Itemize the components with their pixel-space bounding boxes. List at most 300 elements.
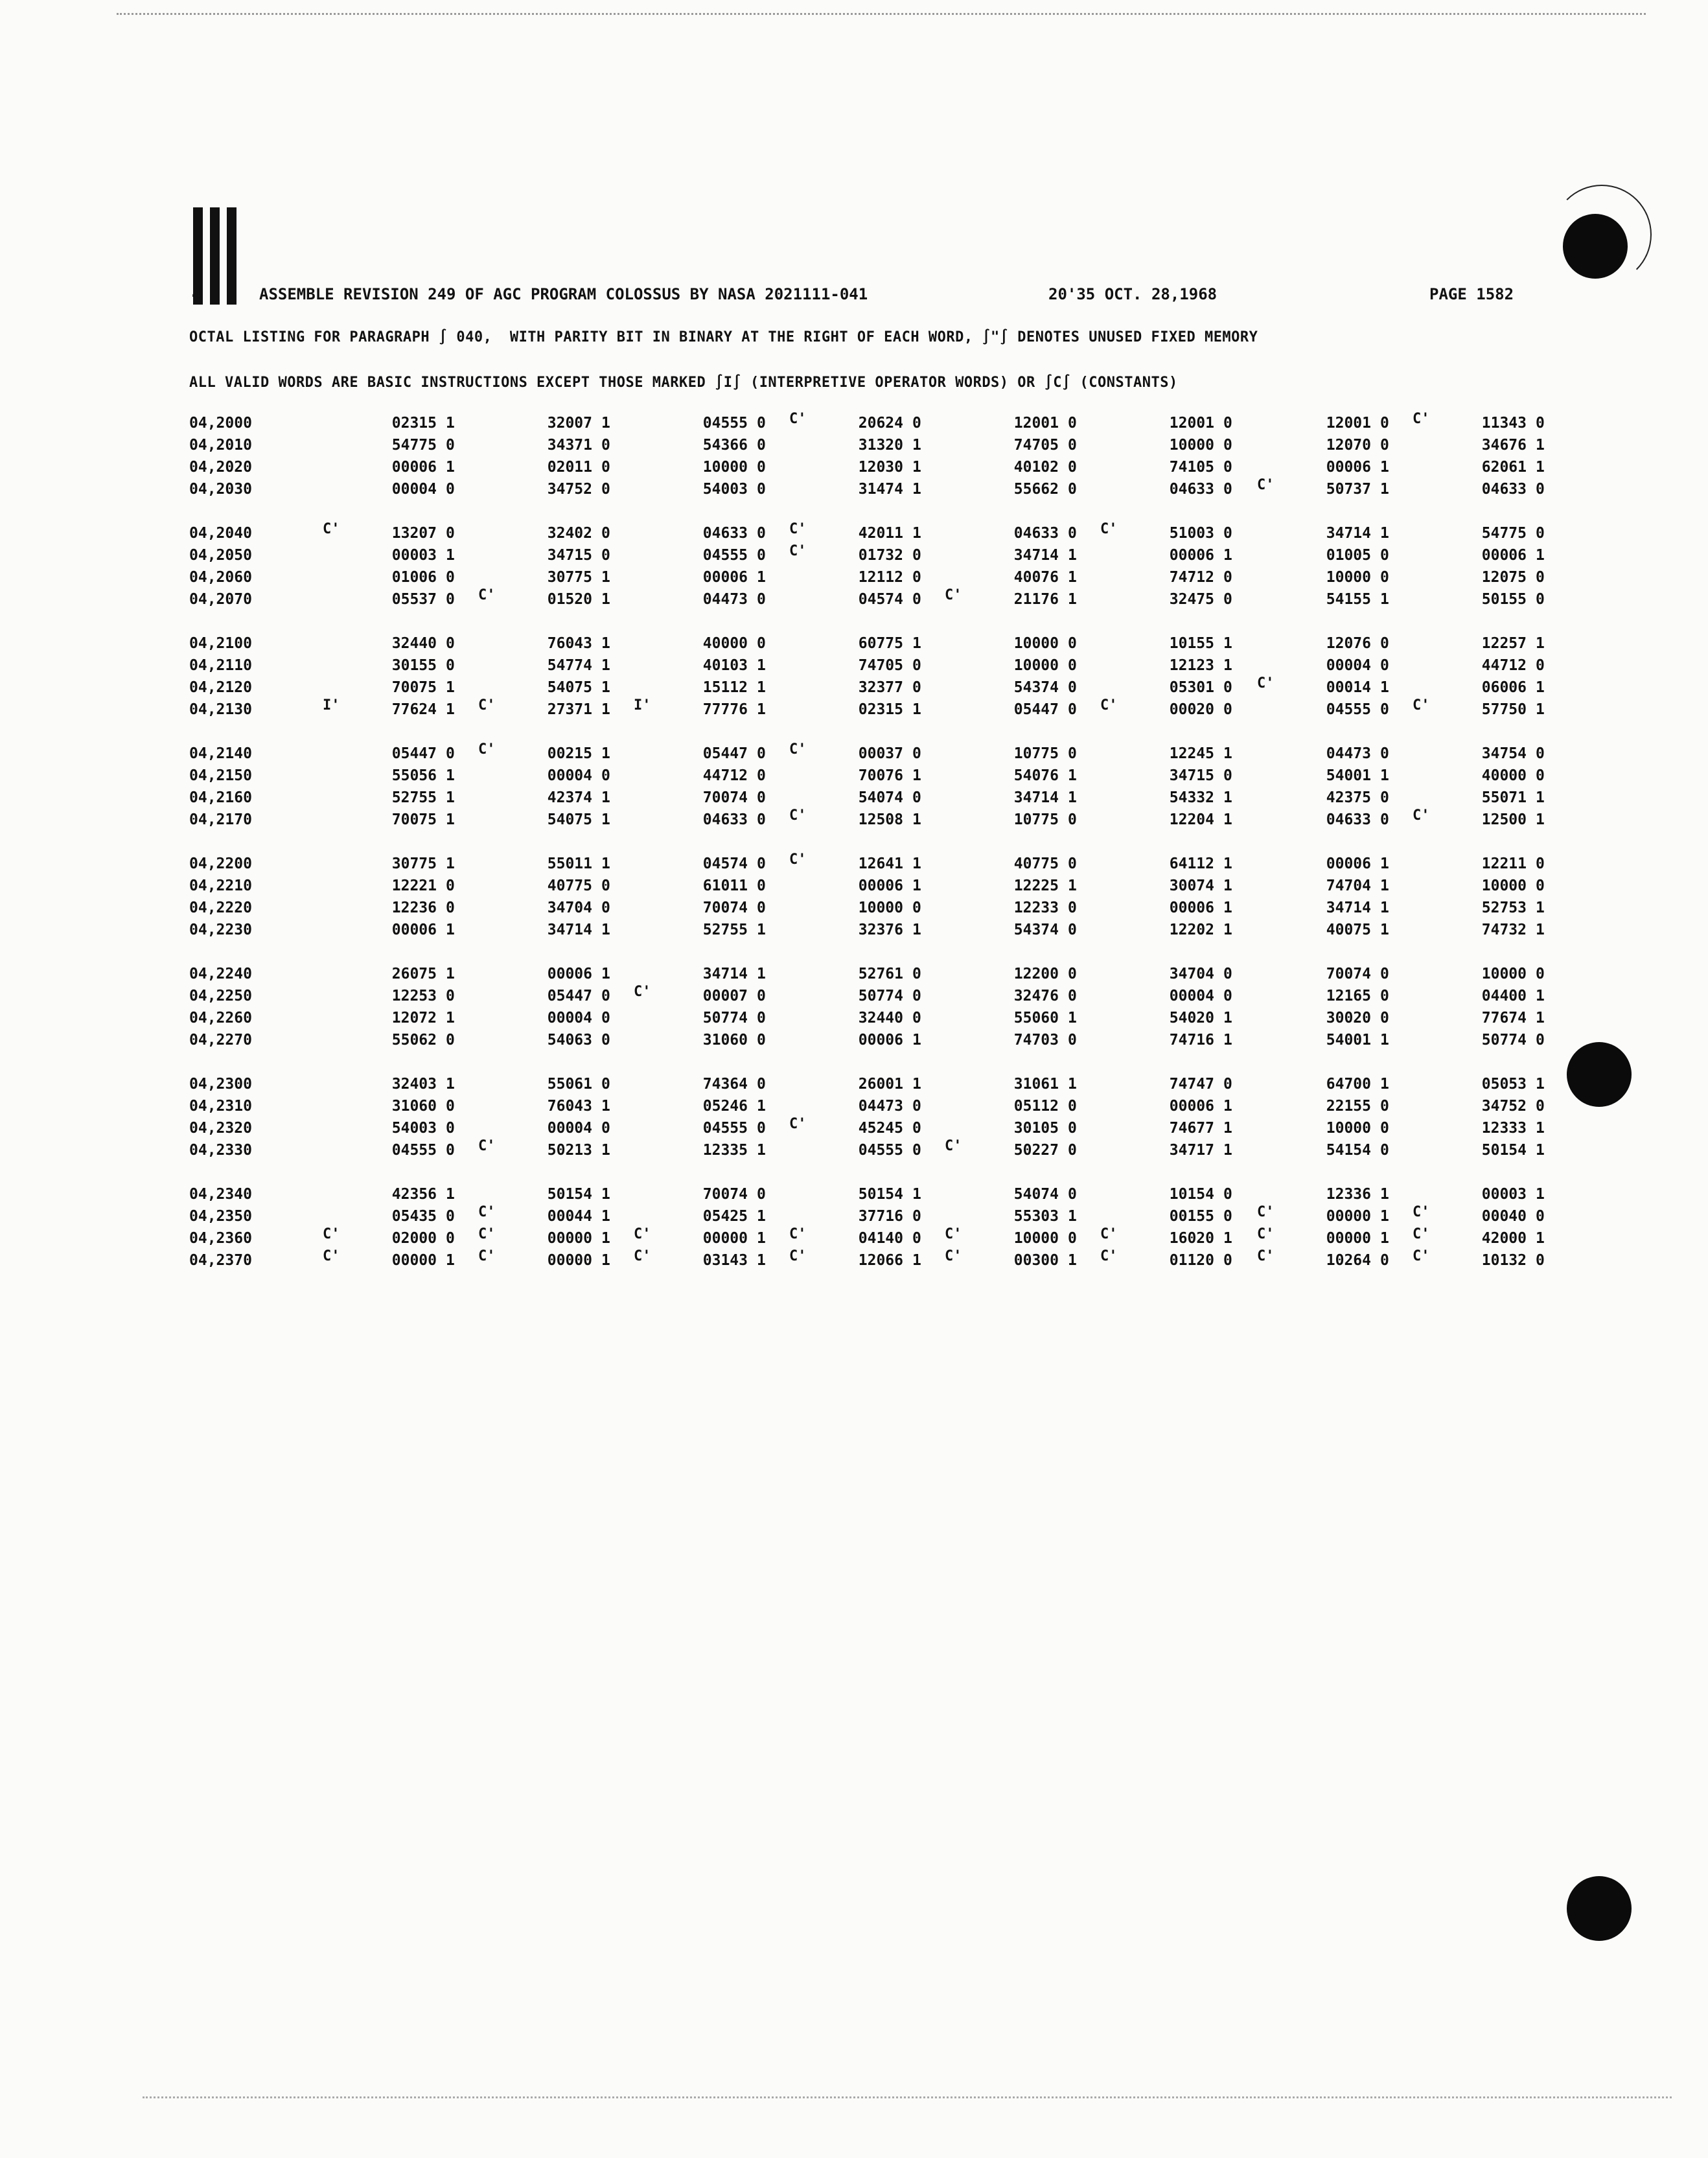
parity-bit: 0 [757,988,766,1004]
octal-word: 50154 [1481,1142,1527,1159]
word-type-flag: C' [634,1248,651,1264]
parity-bit: 0 [1380,415,1389,432]
parity-bit: 1 [446,1186,455,1203]
parity-bit: 1 [912,922,921,938]
octal-word: 42375 [1326,789,1371,806]
parity-bit: 1 [912,877,921,894]
parity-bit: 1 [1068,591,1077,608]
parity-bit: 0 [757,767,766,784]
parity-bit: 0 [1068,635,1077,652]
octal-word: 04633 [1169,481,1214,498]
octal-word: 40000 [702,635,748,652]
octal-word: 34714 [1326,525,1371,542]
parity-bit: 1 [1380,1186,1389,1203]
word-type-flag: I' [323,697,340,714]
parity-bit: 0 [757,877,766,894]
parity-bit: 1 [446,459,455,476]
table-row [0,569,1708,591]
octal-word: 31320 [858,437,903,454]
header-line-1 [0,285,1708,311]
octal-word: 34715 [1169,767,1214,784]
octal-word: 50774 [1481,1032,1527,1049]
parity-bit: 0 [1223,966,1232,982]
parity-bit: 1 [446,415,455,432]
octal-word: 12123 [1169,657,1214,674]
octal-word: 12066 [858,1252,903,1269]
octal-word: 00004 [547,767,592,784]
parity-bit: 0 [601,988,610,1004]
table-row [0,1138,1708,1164]
octal-word: 51003 [1169,525,1214,542]
punch-hole-bottom [1567,1876,1632,1941]
parity-bit: 0 [757,1032,766,1049]
octal-word: 54374 [1013,922,1059,938]
parity-bit: 0 [912,789,921,806]
parity-bit: 1 [1223,635,1232,652]
parity-bit: 0 [601,1010,610,1027]
parity-bit: 0 [601,767,610,784]
parity-bit: 0 [1536,1098,1545,1115]
octal-word: 54074 [1013,1186,1059,1203]
octal-word: 54076 [1013,767,1059,784]
parity-bit: 0 [912,899,921,916]
parity-bit: 1 [601,745,610,762]
parity-bit: 0 [1380,966,1389,982]
octal-word: 54374 [1013,679,1059,696]
parity-bit: 1 [912,1186,921,1203]
parity-bit: 0 [912,1010,921,1027]
parity-bit: 0 [1068,1186,1077,1203]
parity-bit: 0 [1380,1142,1389,1159]
octal-word: 42356 [391,1186,437,1203]
parity-bit: 1 [446,701,455,718]
octal-word: 70076 [858,767,903,784]
octal-word: 10000 [858,899,903,916]
parity-bit: 0 [1380,745,1389,762]
parity-bit: 0 [1068,1098,1077,1115]
octal-word: 61011 [702,877,748,894]
page-number: PAGE 1582 [1429,285,1514,303]
octal-word: 74677 [1169,1120,1214,1137]
octal-word: 10000 [1326,1120,1371,1137]
parity-bit: 0 [757,811,766,828]
row-address: 04,2150 [189,767,252,784]
word-type-flag: C' [789,807,807,824]
octal-word: 10154 [1169,1186,1214,1203]
parity-bit: 1 [912,1252,921,1269]
address-group [0,521,1708,635]
table-row [0,1032,1708,1054]
parity-bit: 1 [446,547,455,564]
octal-word: 54063 [547,1032,592,1049]
octal-word: 55011 [547,855,592,872]
parity-bit: 0 [446,899,455,916]
octal-word: 12200 [1013,966,1059,982]
parity-bit: 1 [601,1252,610,1269]
octal-word: 34714 [702,966,748,982]
octal-listing-table [0,411,1708,1296]
octal-word: 31060 [702,1032,748,1049]
row-address: 04,2100 [189,635,252,652]
octal-word: 04633 [1326,811,1371,828]
octal-word: 12001 [1326,415,1371,432]
octal-word: 04140 [858,1230,903,1247]
octal-word: 11343 [1481,415,1527,432]
parity-bit: 1 [1536,1076,1545,1093]
parity-bit: 1 [912,635,921,652]
octal-word: 44712 [1481,657,1527,674]
octal-word: 00006 [1169,547,1214,564]
octal-word: 40775 [1013,855,1059,872]
parity-bit: 0 [446,988,455,1004]
parity-bit: 1 [1223,899,1232,916]
octal-word: 54154 [1326,1142,1371,1159]
octal-word: 70075 [391,679,437,696]
table-row [0,966,1708,988]
octal-word: 55061 [547,1076,592,1093]
table-row [0,437,1708,459]
octal-word: 20624 [858,415,903,432]
word-type-flag: C' [1413,411,1430,427]
octal-word: 60775 [858,635,903,652]
parity-bit: 0 [1380,811,1389,828]
parity-bit: 0 [912,1230,921,1247]
octal-word: 54075 [547,679,592,696]
parity-bit: 1 [1068,569,1077,586]
parity-bit: 0 [1380,1010,1389,1027]
word-type-flag: C' [945,1138,962,1154]
parity-bit: 0 [601,1120,610,1137]
octal-word: 12204 [1169,811,1214,828]
parity-bit: 1 [1536,1230,1545,1247]
row-address: 04,2360 [189,1230,252,1247]
octal-word: 12072 [391,1010,437,1027]
parity-bit: 0 [757,789,766,806]
word-type-flag: C' [1257,477,1275,493]
octal-word: 26001 [858,1076,903,1093]
parity-bit: 0 [1068,922,1077,938]
octal-word: 27371 [547,701,592,718]
parity-bit: 0 [1536,415,1545,432]
octal-word: 12001 [1013,415,1059,432]
octal-word: 57750 [1481,701,1527,718]
octal-word: 31474 [858,481,903,498]
octal-word: 10000 [1326,569,1371,586]
octal-word: 42000 [1481,1230,1527,1247]
octal-word: 10775 [1013,811,1059,828]
octal-word: 76043 [547,1098,592,1115]
octal-word: 40000 [1481,767,1527,784]
octal-word: 70074 [1326,966,1371,982]
octal-word: 01520 [547,591,592,608]
octal-word: 77624 [391,701,437,718]
octal-word: 00006 [1326,855,1371,872]
octal-word: 70074 [702,1186,748,1203]
octal-word: 04473 [1326,745,1371,762]
parity-bit: 0 [601,481,610,498]
word-type-flag: C' [478,1204,496,1220]
octal-word: 00014 [1326,679,1371,696]
parity-bit: 1 [1380,1208,1389,1225]
table-row [0,789,1708,811]
parity-bit: 0 [1223,569,1232,586]
parity-bit: 1 [446,789,455,806]
octal-word: 32377 [858,679,903,696]
parity-bit: 1 [601,635,610,652]
octal-word: 02000 [391,1230,437,1247]
parity-bit: 1 [1068,877,1077,894]
parity-bit: 0 [1536,745,1545,762]
octal-word: 76043 [547,635,592,652]
octal-word: 10000 [1481,966,1527,982]
octal-word: 50774 [858,988,903,1004]
address-group [0,411,1708,525]
word-type-flag: C' [323,521,340,537]
octal-word: 01006 [391,569,437,586]
octal-word: 74703 [1013,1032,1059,1049]
octal-word: 50154 [547,1186,592,1203]
octal-word: 74747 [1169,1076,1214,1093]
octal-word: 40076 [1013,569,1059,586]
parity-bit: 0 [912,1098,921,1115]
octal-word: 04555 [702,547,748,564]
parity-bit: 1 [601,1186,610,1203]
row-address: 04,2230 [189,922,252,938]
parity-bit: 1 [601,855,610,872]
octal-word: 00006 [1481,547,1527,564]
octal-word: 10000 [1169,437,1214,454]
row-address: 04,2050 [189,547,252,564]
parity-bit: 1 [1536,679,1545,696]
parity-bit: 1 [601,789,610,806]
parity-bit: 0 [912,988,921,1004]
octal-word: 12336 [1326,1186,1371,1203]
parity-bit: 1 [1536,1186,1545,1203]
parity-bit: 0 [1068,811,1077,828]
word-type-flag: C' [1257,1204,1275,1220]
parity-bit: 0 [912,547,921,564]
parity-bit: 1 [1536,1010,1545,1027]
octal-word: 54075 [547,811,592,828]
parity-bit: 0 [1380,988,1389,1004]
parity-bit: 0 [912,966,921,982]
parity-bit: 1 [446,767,455,784]
octal-word: 00000 [1326,1208,1371,1225]
row-address: 04,2340 [189,1186,252,1203]
octal-word: 12202 [1169,922,1214,938]
parity-bit: 1 [1380,459,1389,476]
address-group [0,1076,1708,1186]
octal-word: 31060 [391,1098,437,1115]
octal-word: 30775 [391,855,437,872]
octal-word: 54001 [1326,767,1371,784]
word-type-flag: C' [323,1226,340,1242]
word-type-flag: C' [634,1226,651,1242]
parity-bit: 1 [757,1208,766,1225]
parity-bit: 1 [446,1252,455,1269]
parity-bit: 1 [446,1010,455,1027]
octal-word: 34714 [1013,547,1059,564]
header-line-3: ALL VALID WORDS ARE BASIC INSTRUCTIONS EXCEPT THOSE MARKED ∫I∫ (INTERPRETIVE OPERATOR WORDS) OR ∫C∫ (CONSTANTS) [189,375,1178,391]
octal-word: 74716 [1169,1032,1214,1049]
parity-bit: 0 [601,459,610,476]
parity-bit: 0 [1223,1186,1232,1203]
table-row [0,922,1708,944]
octal-word: 50227 [1013,1142,1059,1159]
parity-bit: 0 [1536,525,1545,542]
octal-word: 00300 [1013,1252,1059,1269]
row-address: 04,2020 [189,459,252,476]
octal-word: 12165 [1326,988,1371,1004]
octal-word: 06006 [1481,679,1527,696]
octal-word: 44712 [702,767,748,784]
octal-word: 04574 [858,591,903,608]
parity-bit: 0 [1068,855,1077,872]
octal-word: 54001 [1326,1032,1371,1049]
parity-bit: 1 [1536,701,1545,718]
table-row [0,543,1708,569]
row-address: 04,2320 [189,1120,252,1137]
octal-word: 12221 [391,877,437,894]
parity-bit: 1 [1536,1142,1545,1159]
parity-bit: 0 [757,635,766,652]
parity-bit: 0 [1068,525,1077,542]
octal-word: 34704 [1169,966,1214,982]
octal-word: 55062 [391,1032,437,1049]
row-address: 04,2140 [189,745,252,762]
table-row [0,697,1708,723]
row-address: 04,2070 [189,591,252,608]
word-type-flag: C' [323,1248,340,1264]
word-type-flag: C' [1413,1204,1430,1220]
parity-bit: 0 [1223,1076,1232,1093]
parity-bit: 0 [757,1010,766,1027]
octal-word: 04633 [702,811,748,828]
parity-bit: 1 [1223,811,1232,828]
parity-bit: 0 [446,1142,455,1159]
corner-mark: 4 [192,285,202,303]
octal-word: 55303 [1013,1208,1059,1225]
octal-word: 74105 [1169,459,1214,476]
octal-word: 12001 [1169,415,1214,432]
octal-word: 70074 [702,899,748,916]
octal-word: 26075 [391,966,437,982]
word-type-flag: C' [478,741,496,758]
octal-word: 50213 [547,1142,592,1159]
parity-bit: 0 [1223,701,1232,718]
parity-bit: 0 [757,459,766,476]
word-type-flag: C' [1413,1226,1430,1242]
octal-word: 04555 [1326,701,1371,718]
table-row [0,1098,1708,1120]
parity-bit: 1 [757,1230,766,1247]
parity-bit: 1 [601,591,610,608]
octal-word: 54074 [858,789,903,806]
row-address: 04,2030 [189,481,252,498]
parity-bit: 1 [446,922,455,938]
parity-bit: 0 [912,415,921,432]
word-type-flag: I' [634,697,651,714]
octal-word: 10000 [702,459,748,476]
octal-word: 32376 [858,922,903,938]
octal-word: 52755 [391,789,437,806]
parity-bit: 1 [446,679,455,696]
octal-word: 10155 [1169,635,1214,652]
row-address: 04,2010 [189,437,252,454]
parity-bit: 0 [757,591,766,608]
row-address: 04,2350 [189,1208,252,1225]
parity-bit: 0 [757,481,766,498]
octal-word: 52753 [1481,899,1527,916]
parity-bit: 0 [1536,591,1545,608]
parity-bit: 0 [757,1120,766,1137]
octal-word: 64112 [1169,855,1214,872]
octal-word: 12233 [1013,899,1059,916]
parity-bit: 1 [1223,745,1232,762]
table-row [0,657,1708,679]
parity-bit: 1 [1068,1208,1077,1225]
word-type-flag: C' [789,521,807,537]
octal-word: 34752 [547,481,592,498]
parity-bit: 0 [1068,1230,1077,1247]
row-address: 04,2220 [189,899,252,916]
octal-word: 00004 [391,481,437,498]
parity-bit: 1 [1536,789,1545,806]
octal-word: 00215 [547,745,592,762]
octal-word: 30105 [1013,1120,1059,1137]
parity-bit: 0 [1223,437,1232,454]
table-row [0,1204,1708,1230]
parity-bit: 0 [1536,966,1545,982]
octal-word: 64700 [1326,1076,1371,1093]
octal-word: 40103 [702,657,748,674]
top-edge-artifact [117,13,1646,15]
octal-word: 55056 [391,767,437,784]
word-type-flag: C' [1100,521,1118,537]
table-row [0,807,1708,833]
octal-word: 02315 [858,701,903,718]
word-type-flag: C' [789,543,807,559]
octal-word: 01120 [1169,1252,1214,1269]
row-address: 04,2040 [189,525,252,542]
parity-bit: 0 [1068,437,1077,454]
parity-bit: 1 [1223,547,1232,564]
parity-bit: 0 [912,591,921,608]
row-address: 04,2210 [189,877,252,894]
parity-bit: 0 [601,877,610,894]
parity-bit: 1 [1380,899,1389,916]
octal-word: 22155 [1326,1098,1371,1115]
octal-word: 54155 [1326,591,1371,608]
octal-word: 04633 [702,525,748,542]
table-row [0,741,1708,767]
table-row [0,877,1708,899]
octal-word: 34717 [1169,1142,1214,1159]
word-type-flag: C' [789,852,807,868]
octal-word: 34704 [547,899,592,916]
parity-bit: 0 [1068,745,1077,762]
parity-bit: 0 [446,877,455,894]
octal-word: 32475 [1169,591,1214,608]
parity-bit: 0 [912,1120,921,1137]
word-type-flag: C' [1413,697,1430,714]
parity-bit: 1 [446,811,455,828]
octal-word: 34714 [1326,899,1371,916]
parity-bit: 1 [1223,855,1232,872]
punch-hole-ring [1552,185,1652,284]
parity-bit: 1 [601,811,610,828]
parity-bit: 0 [601,525,610,542]
